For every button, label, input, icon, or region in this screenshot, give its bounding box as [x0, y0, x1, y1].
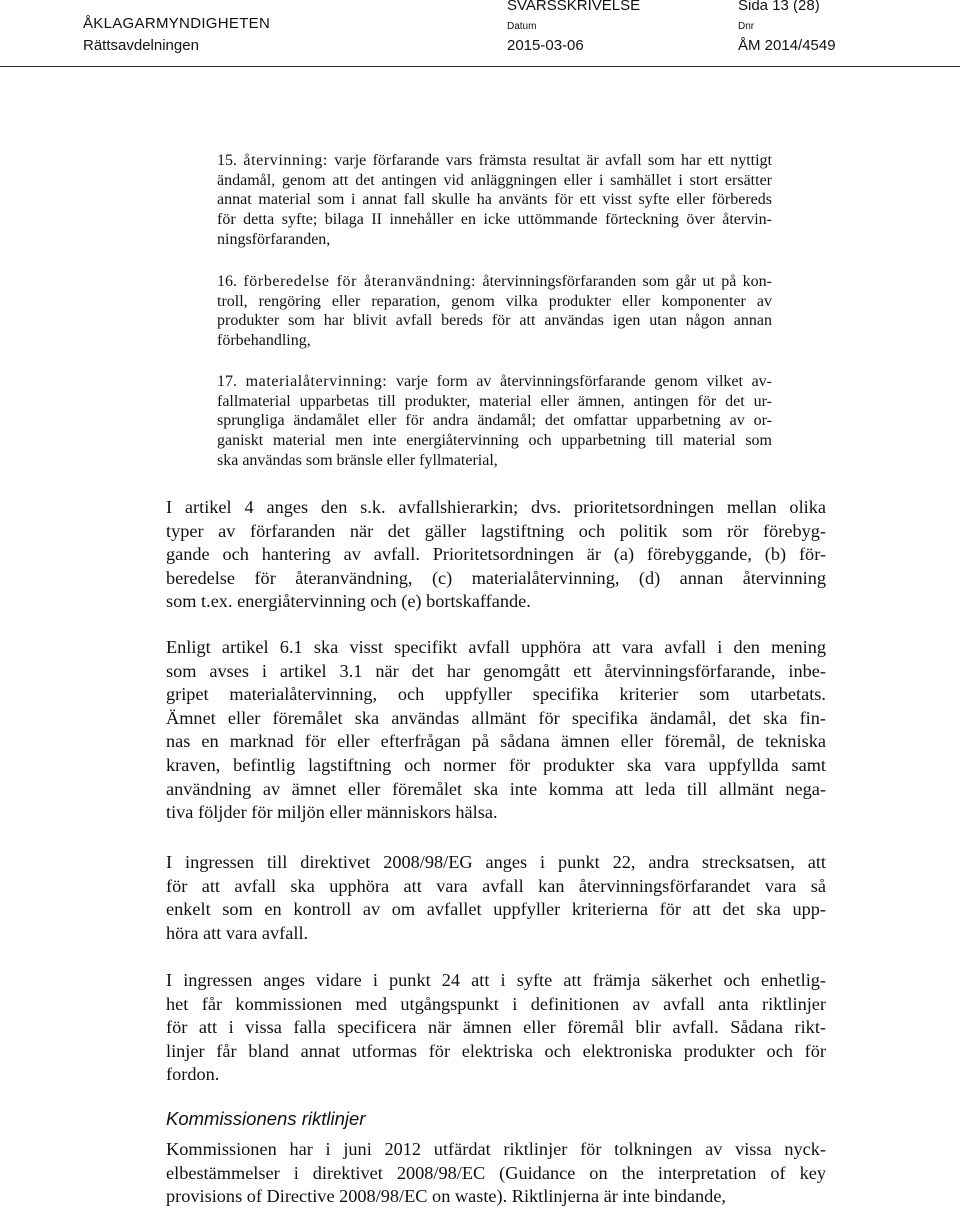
organization-name: ÅKLAGARMYNDIGHETEN [83, 15, 271, 32]
text-line: sprungliga ändamålet eller för andra ändamål; det omfattar upparbetning av or- [217, 412, 772, 430]
text-line: Kommissionen har i juni 2012 utfärdat riktlinjer för tolkningen av vissa nyck- [166, 1139, 826, 1159]
text-line: enkelt som en kontroll av om avfallet uppfyller kriterierna för att det ska upp- [166, 899, 826, 920]
text-line: nas en marknad för eller efterfrågan på sådana ämnen eller föremål, de tekniska [166, 731, 826, 752]
text-line: linjer får bland annat utformas för elektriska och elektroniska produkter och för [166, 1040, 826, 1061]
definition-item [217, 372, 772, 471]
text-line: fordon. [166, 1064, 220, 1085]
reflowed-text [166, 496, 826, 614]
text-line: som avses i artikel 3.1 när det har genomgått ett återvinningsförfarande, inbe- [166, 660, 826, 681]
page-header [0, 0, 960, 70]
text-line: produkter som har blivit avfall bereds för att användas igen utan någon annan [217, 312, 772, 330]
definition-item [217, 272, 772, 351]
section-heading: Kommissionens riktlinjer [166, 1108, 366, 1129]
body-paragraph [166, 851, 826, 945]
body-paragraph [166, 1138, 826, 1209]
text-line: I ingressen till direktivet 2008/98/EG anges i punkt 22, andra strecksatsen, att [166, 852, 826, 872]
document-dnr: ÅM 2014/4549 [738, 37, 836, 54]
dnr-label: Dnr [738, 21, 755, 32]
text-line: förbehandling, [217, 332, 311, 350]
text-line: som t.ex. energiåtervinning och (e) bortskaffande. [166, 591, 531, 612]
text-line: höra att vara avfall. [166, 922, 309, 943]
text-line: het får kommissionen med utgångspunkt i definitionen av avfall anta riktlinjer [166, 993, 826, 1014]
text-line: ganiskt material men inte energiåtervinning och upparbetning till material som [217, 432, 772, 450]
text-line: Ämnet eller föremålet ska användas allmänt för specifika ändamål, det ska fin- [166, 707, 826, 728]
text-line: provisions of Directive 2008/98/EC on waste). Riktlinjerna är inte bindande, [166, 1186, 726, 1207]
text-line: ändamål, genom att det antingen vid anläggningen eller i samhället i stort ersätter [217, 171, 772, 189]
reflowed-text [166, 851, 826, 945]
text-line: Enligt artikel 6.1 ska visst specifikt avfall upphöra att vara avfall i den mening [166, 637, 826, 657]
text-line: I ingressen anges vidare i punkt 24 att i syfte att främja säkerhet och enhetlig- [166, 970, 826, 990]
text-line: beredelse för återanvändning, (c) materialåtervinning, (d) annan återvinning [166, 567, 826, 588]
page-number: Sida 13 (28) [738, 0, 820, 14]
definition-item [217, 151, 772, 250]
text-line: 16. förberedelse för återanvändning: återvinningsförfaranden som går ut på kon- [217, 273, 773, 290]
text-line: för att i vissa falla specificera när ämnen eller föremål blir avfall. Sådana rikt- [166, 1017, 826, 1038]
text-line: kraven, befintlig lagstiftning och normer för produkter ska vara uppfyllda samt [166, 754, 826, 775]
text-line: annat material som i annat fall skulle ha använts för ett visst syfte eller förbereds [217, 191, 772, 209]
text-line: gripet materialåtervinning, och uppfyller specifika kriterier som utarbetats. [166, 684, 826, 705]
text-line: elbestämmelser i direktivet 2008/98/EC (Guidance on the interpretation of key [166, 1162, 826, 1183]
reflowed-text [166, 1138, 826, 1209]
text-line: fallmaterial upparbetas till produkter, material eller ämnen, antingen för det ur- [217, 392, 772, 410]
document-type: SVARSSKRIVELSE [507, 0, 641, 14]
text-line: för att avfall ska upphöra att vara avfall kan återvinningsförfarandet vara så [166, 875, 826, 896]
text-line: användning av ämnet eller föremålet ska inte komma att leda till allmänt nega- [166, 778, 826, 799]
body-paragraph [166, 636, 826, 825]
text-line: tiva följder för miljön eller människors hälsa. [166, 802, 498, 823]
department-name: Rättsavdelningen [83, 37, 199, 54]
text-line: 17. materialåtervinning: varje form av återvinningsförfarande genom vilket av- [217, 373, 772, 390]
reflowed-text [217, 372, 772, 471]
header-divider [0, 66, 960, 67]
text-line: gande och hantering av avfall. Prioritetsordningen är (a) förebyggande, (b) för- [166, 544, 826, 565]
reflowed-text [217, 272, 772, 351]
document-date: 2015-03-06 [507, 37, 584, 54]
reflowed-text [166, 969, 826, 1087]
body-paragraph [166, 496, 826, 614]
text-line: I artikel 4 anges den s.k. avfallshierarkin; dvs. prioritetsordningen mellan olika [166, 497, 826, 517]
text-line: ningsförfaranden, [217, 230, 331, 248]
body-paragraph [166, 969, 826, 1087]
text-line: troll, rengöring eller reparation, genom vilka produkter eller komponenter av [217, 292, 772, 310]
text-line: ska användas som bränsle eller fyllmaterial, [217, 451, 498, 469]
reflowed-text [166, 636, 826, 825]
text-line: 15. återvinning: varje förfarande vars främsta resultat är avfall som har ett nyttigt [217, 152, 773, 169]
text-line: för detta syfte; bilaga II innehåller en icke uttömmande förteckning över återvin- [217, 211, 772, 229]
text-line: typer av förfaranden när det gäller lagstiftning och politik som rör förebyg- [166, 520, 826, 541]
date-label: Datum [507, 21, 537, 32]
reflowed-text [217, 151, 772, 250]
